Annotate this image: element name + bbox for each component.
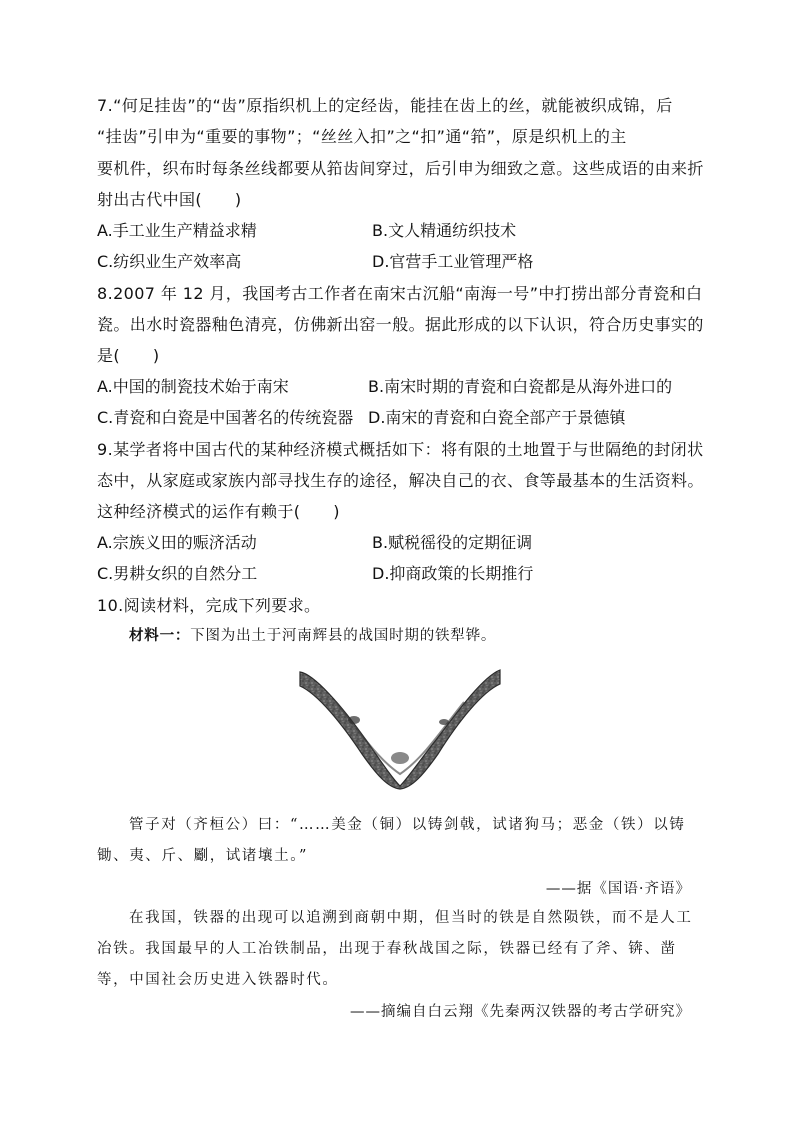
- paragraph-source: ——摘编自白云翔《先秦两汉铁器的考古学研究》: [350, 1004, 691, 1020]
- q7-option-d: D.官营手工业管理严格: [372, 252, 534, 271]
- q7-stem-line-1: 7.“何足挂齿”的“齿”原指织机上的定经齿，能挂在齿上的丝，就能被织成锦，后: [97, 96, 673, 115]
- q9-option-b: B.赋税徭役的定期征调: [372, 533, 533, 552]
- q8-option-a: A.中国的制瓷技术始于南宋: [97, 377, 289, 396]
- iron-ploughshare-photo: [296, 662, 504, 790]
- q7-option-b: B.文人精通纺织技术: [372, 221, 517, 240]
- paragraph-line-1: 在我国，铁器的出现可以追溯到商朝中期，但当时的铁是自然陨铁，而不是人工: [129, 910, 693, 926]
- q7-stem-line-4: 射出古代中国( ): [97, 190, 242, 209]
- q10-intro: 10.阅读材料，完成下列要求。: [97, 596, 321, 615]
- q9-stem-line-2: 态中，从家庭或家族内部寻找生存的途径，解决自己的衣、食等最基本的生活资料。: [97, 471, 704, 490]
- quote-source: ——据《国语·齐语》: [545, 881, 691, 897]
- q9-option-d: D.抑商政策的长期推行: [372, 564, 534, 583]
- q7-option-c: C.纺织业生产效率高: [97, 252, 242, 271]
- q7-stem-line-3: 要机件，织布时每条丝线都要从筘齿间穿过，后引申为细致之意。这些成语的由来折: [97, 159, 704, 178]
- q9-stem-line-1: 9.某学者将中国古代的某种经济模式概括如下：将有限的土地置于与世隔绝的封闭状: [97, 440, 704, 459]
- q8-stem-line-1: 8.2007 年 12 月，我国考古工作者在南宋古沉船“南海一号”中打捞出部分青瓷和白: [97, 284, 703, 303]
- material-1-label: 材料一：: [129, 627, 191, 644]
- q8-stem-line-2: 瓷。出水时瓷器釉色清亮，仿佛新出窑一般。据此形成的以下认识，符合历史事实的: [97, 315, 704, 334]
- material-1-text: 下图为出土于河南辉县的战国时期的铁犁铧。: [190, 628, 497, 644]
- paragraph-line-2: 冶铁。我国最早的人工冶铁制品，出现于春秋战国之际，铁器已经有了斧、锛、凿: [97, 941, 677, 957]
- q9-option-c: C.男耕女织的自然分工: [97, 564, 258, 583]
- quote-line-2: 锄、夷、斤、劚，试诸壤土。”: [97, 848, 309, 864]
- q9-option-a: A.宗族义田的赈济活动: [97, 533, 257, 552]
- q7-option-a: A.手工业生产精益求精: [97, 221, 257, 240]
- q10-material-1: [129, 626, 496, 646]
- q7-stem-line-2: “挂齿”引申为“重要的事物”；“丝丝入扣”之“扣”通“筘”，原是织机上的主: [97, 127, 627, 146]
- q8-option-c: C.青瓷和白瓷是中国著名的传统瓷器: [97, 408, 354, 427]
- q8-option-d: D.南宋的青瓷和白瓷全部产于景德镇: [368, 408, 626, 427]
- quote-line-1: 管子对（齐桓公）曰：“……美金（铜）以铸剑戟，试诸狗马；恶金（铁）以铸: [129, 817, 686, 833]
- paragraph-line-3: 等，中国社会历史进入铁器时代。: [97, 972, 339, 988]
- q8-stem-line-3: 是( ): [97, 346, 160, 365]
- q9-stem-line-3: 这种经济模式的运作有赖于( ): [97, 502, 340, 521]
- q8-option-b: B.南宋时期的青瓷和白瓷都是从海外进口的: [368, 377, 673, 396]
